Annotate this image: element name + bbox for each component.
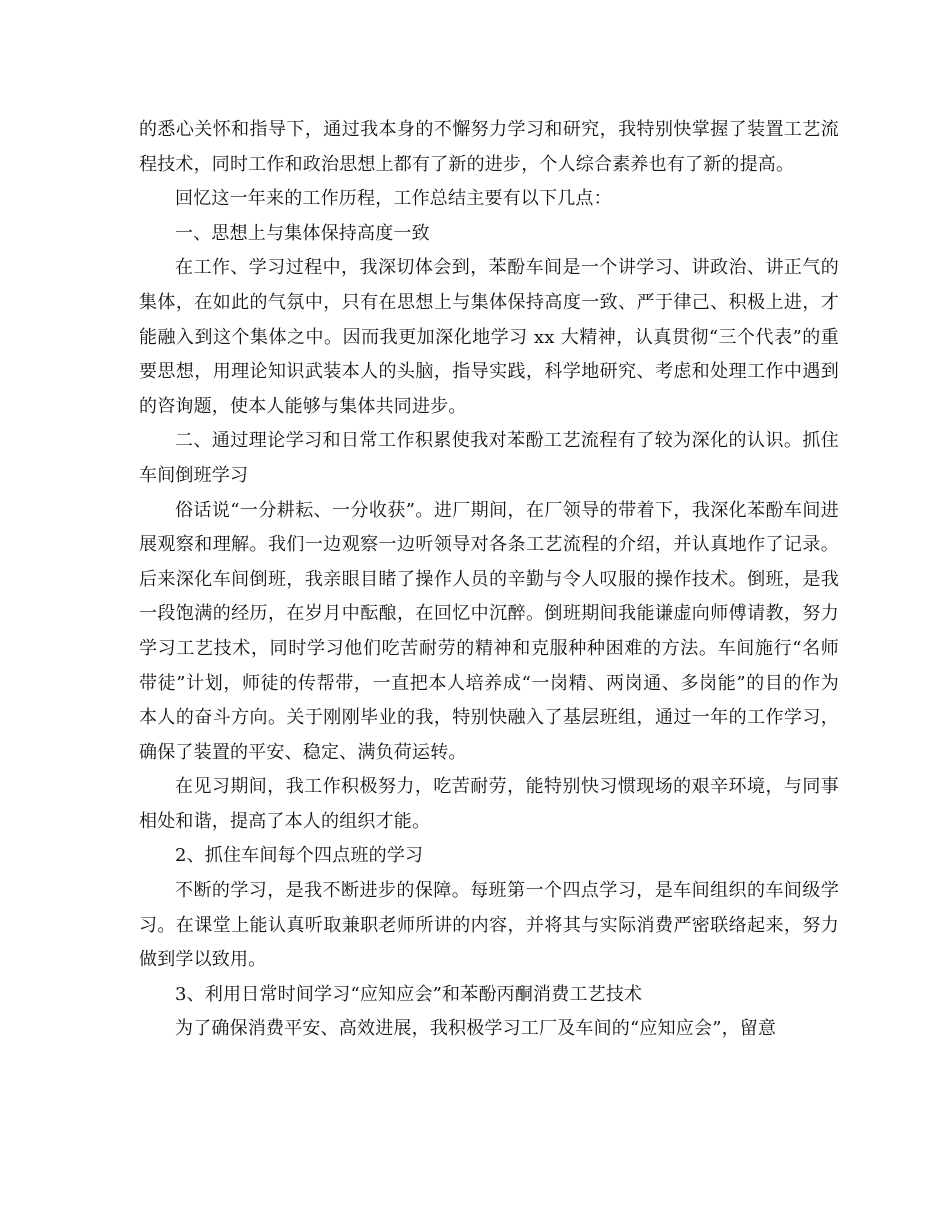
paragraph-3: 在工作、学习过程中，我深切体会到，苯酚车间是一个讲学习、讲政治、讲正气的集体，在如此的气氛中，只有在思想上与集体保持高度一致、严于律己、积极上进，才能融入到这个集体之中。因而我更加深化地学习 xx 大精神，认真贯彻“三个代表”的重要思想，用理论知识武装本人的头脑，指导实践，科学地研究、考虑和处理工作中遇到的咨询题，使本人能够与集体共同进步。 xyxy=(139,257,839,417)
section-heading-3: 2、抓住车间每个四点班的学习 xyxy=(175,845,424,867)
paragraph-1: 的悉心关怀和指导下，通过我本身的不懈努力学习和研究，我特别快掌握了装置工艺流程技术，同时工作和政治思想上都有了新的进步，个人综合素养也有了新的提高。 xyxy=(139,119,839,175)
paragraph-7: 为了确保消费平安、高效进展，我积极学习工厂及车间的“应知应会”，留意 xyxy=(175,1018,777,1040)
section-heading-4: 3、利用日常时间学习“应知应会”和苯酚丙酮消费工艺技术 xyxy=(175,983,643,1005)
section-heading-2: 二、通过理论学习和日常工作积累使我对苯酚工艺流程有了较为深化的认识。抓住车间倒班学习 xyxy=(139,430,839,486)
document-body xyxy=(139,113,839,1047)
section-heading-1: 一、思想上与集体保持高度一致 xyxy=(175,222,430,244)
paragraph-6: 不断的学习，是我不断进步的保障。每班第一个四点学习，是车间组织的车间级学习。在课堂上能认真听取兼职老师所讲的内容，并将其与实际消费严密联络起来，努力做到学以致用。 xyxy=(139,880,839,971)
paragraph-4: 俗话说“一分耕耘、一分收获”。进厂期间，在厂领导的带着下，我深化苯酚车间进展观察和理解。我们一边观察一边听领导对各条工艺流程的介绍，并认真地作了记录。后来深化车间倒班，我亲眼目睹了操作人员的辛勤与令人叹服的操作技术。倒班，是我一段饱满的经历，在岁月中酝酿，在回忆中沉醉。倒班期间我能谦虚向师傅请教，努力学习工艺技术，同时学习他们吃苦耐劳的精神和克服种种困难的方法。车间施行“名师带徒”计划，师徒的传帮带，一直把本人培养成“一岗精、两岗通、多岗能”的目的作为本人的奋斗方向。关于刚刚毕业的我，特别快融入了基层班组，通过一年的工作学习，确保了装置的平安、稳定、满负荷运转。 xyxy=(139,499,839,763)
paragraph-5: 在见习期间，我工作积极努力，吃苦耐劳，能特别快习惯现场的艰辛环境，与同事相处和谐，提高了本人的组织才能。 xyxy=(139,776,839,832)
paragraph-2: 回忆这一年来的工作历程，工作总结主要有以下几点： xyxy=(175,188,612,210)
